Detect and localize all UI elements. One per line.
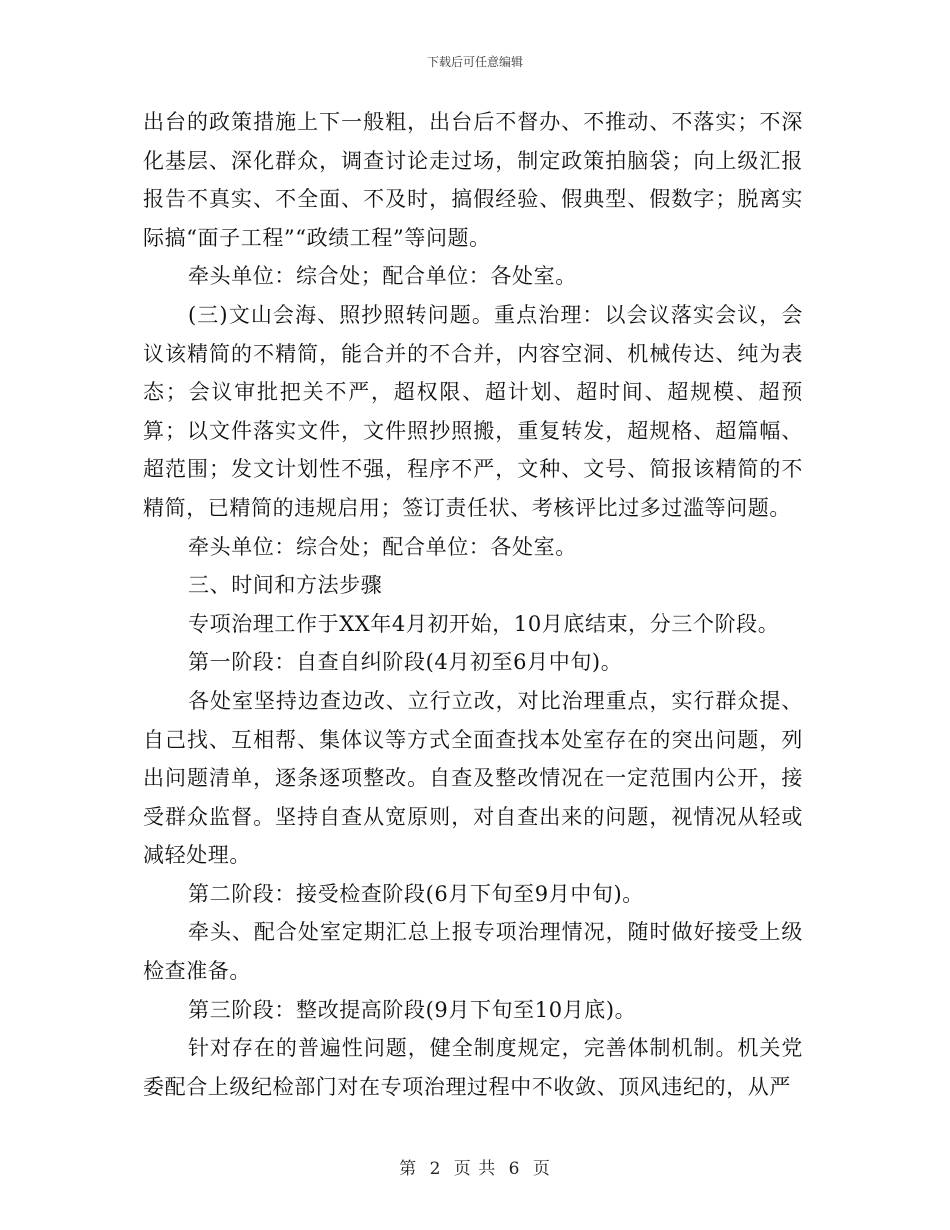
- paragraph: 专项治理工作于XX年4月初开始，10月底结束，分三个阶段。: [188, 611, 780, 636]
- footer-middle: 页 共: [453, 1159, 497, 1179]
- section-heading: 三、时间和方法步骤: [188, 573, 383, 598]
- paragraph: 牵头单位：综合处；配合单位：各处室。: [188, 264, 577, 289]
- stage-heading: 第二阶段：接受检查阶段(6月下旬至9月中旬)。: [188, 881, 644, 906]
- footer-suffix: 页: [532, 1159, 551, 1179]
- footer-total-pages: 6: [508, 1159, 521, 1179]
- paragraph: 各处室坚持边查边改、立行立改，对比治理重点，实行群众提、自己找、互相帮、集体议等方式全面查找本处室存在的突出问题，列出问题清单，逐条逐项整改。自查及整改情况在一定范围内公开，接受群众监督。坚持自查从宽原则，对自查出来的问题，视情况从轻或减轻处理。: [143, 688, 803, 868]
- footer-prefix: 第: [399, 1159, 418, 1179]
- paragraph: (三)文山会海、照抄照转问题。重点治理：以会议落实会议，会议该精简的不精简，能合并的不合并，内容空洞、机械传达、纯为表态；会议审批把关不严，超权限、超计划、超时间、超规模、超预算；以文件落实文件，文件照抄照搬，重复转发，超规格、超篇幅、超范围；发文计划性不强，程序不严，文种、文号、简报该精简的不精简，已精简的违规启用；签订责任状、考核评比过多过滥等问题。: [143, 302, 803, 520]
- footer-current-page: 2: [429, 1159, 442, 1179]
- document-body: [143, 103, 803, 1106]
- page-footer: [0, 1154, 950, 1179]
- header-note: 下载后可任意编辑: [426, 55, 523, 69]
- paragraph: 出台的政策措施上下一般粗，出台后不督办、不推动、不落实；不深化基层、深化群众，调查讨论走过场，制定政策拍脑袋；向上级汇报报告不真实、不全面、不及时，搞假经验、假典型、假数字；脱离实际搞“面子工程”“政绩工程”等问题。: [143, 110, 803, 250]
- stage-heading: 第一阶段：自查自纠阶段(4月初至6月中旬)。: [188, 650, 623, 675]
- paragraph: 牵头单位：综合处；配合单位：各处室。: [188, 534, 577, 559]
- stage-heading: 第三阶段：整改提高阶段(9月下旬至10月底)。: [188, 997, 637, 1022]
- paragraph: 针对存在的普遍性问题，健全制度规定，完善体制机制。机关党委配合上级纪检部门对在专项治理过程中不收敛、顶风违纪的，从严: [143, 1036, 803, 1099]
- paragraph: 牵头、配合处室定期汇总上报专项治理情况，随时做好接受上级检查准备。: [143, 920, 803, 984]
